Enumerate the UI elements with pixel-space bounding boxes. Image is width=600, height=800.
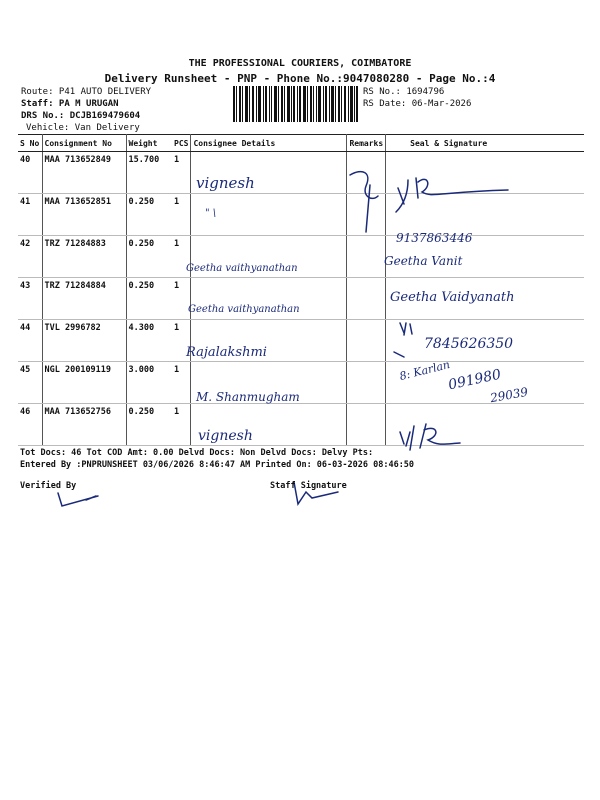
row-sno: 44 [18, 320, 42, 362]
table-row [18, 236, 584, 278]
row-sno: 41 [18, 194, 42, 236]
handwritten-note: 29039 [489, 384, 530, 406]
company-title: THE PROFESSIONAL COURIERS, COIMBATORE [188, 58, 412, 69]
row-signature [386, 404, 584, 446]
row-remarks [347, 236, 386, 278]
row-weight: 15.700 [126, 152, 172, 194]
row-sno: 46 [18, 404, 42, 446]
vehicle-text: Vehicle: Van Delivery [26, 123, 140, 133]
row-weight: 0.250 [126, 194, 172, 236]
handwritten-phone: 9137863446 [396, 231, 473, 245]
row-pcs: 1 [172, 194, 191, 236]
row-remarks [347, 362, 386, 404]
handwritten-ditto-mark: " \ [205, 208, 217, 219]
handwritten-note: 8: Karlan [398, 357, 452, 384]
barcode-image [233, 86, 358, 122]
row-remarks [347, 278, 386, 320]
handwritten-consignee-name: vignesh [198, 428, 253, 444]
row-consignment: MAA 713652851 [42, 194, 126, 236]
col-seal-signature: Seal & Signature [386, 135, 584, 152]
rs-number: RS No.: 1694796 [363, 87, 445, 97]
row-weight: 0.250 [126, 236, 172, 278]
table-header-row [18, 135, 584, 152]
row-weight: 0.250 [126, 278, 172, 320]
handwritten-consignee-name: M. Shanmugham [196, 390, 300, 404]
row-pcs: 1 [172, 236, 191, 278]
row-consignment: NGL 200109119 [42, 362, 126, 404]
table-row [18, 404, 584, 446]
col-remarks: Remarks [347, 135, 386, 152]
verified-by-signature [58, 493, 98, 506]
row-signature [386, 194, 584, 236]
handwritten-signature: Geetha Vanit [384, 254, 463, 268]
col-consignment: Consignment No [42, 135, 126, 152]
row-remarks [347, 194, 386, 236]
handwritten-consignee-name: Geetha vaithyanathan [188, 304, 300, 315]
row-sno: 43 [18, 278, 42, 320]
totals-line: Tot Docs: 46 Tot COD Amt: 0.00 Delvd Docs: Non Delvd Docs: Delvy Pts: [20, 448, 374, 458]
col-consignee: Consignee Details [191, 135, 347, 152]
route-text: Route: P41 AUTO DELIVERY [21, 87, 152, 97]
row-pcs: 1 [172, 362, 191, 404]
col-pcs: PCS [172, 135, 191, 152]
row-remarks [347, 152, 386, 194]
row-consignment: TVL 2996782 [42, 320, 126, 362]
rs-date: RS Date: 06-Mar-2026 [363, 99, 472, 109]
row-pcs: 1 [172, 404, 191, 446]
drs-number: DRS No.: DCJB169479604 [21, 111, 141, 121]
row-sno: 42 [18, 236, 42, 278]
row-consignment: MAA 713652756 [42, 404, 126, 446]
row-weight: 4.300 [126, 320, 172, 362]
verified-by-label: Verified By [20, 481, 77, 491]
row-pcs: 1 [172, 320, 191, 362]
row-signature [386, 152, 584, 194]
handwritten-signature: Geetha Vaidyanath [390, 290, 515, 305]
staff-text: Staff: PA M URUGAN [21, 99, 119, 109]
runsheet-subtitle: Delivery Runsheet - PNP - Phone No.:9047080280 - Page No.:4 [104, 72, 496, 85]
handwritten-note: 091980 [446, 366, 503, 394]
handwritten-consignee-name: Rajalakshmi [186, 345, 267, 360]
table-row [18, 194, 584, 236]
row-weight: 0.250 [126, 404, 172, 446]
col-sno: S No [18, 135, 42, 152]
row-remarks [347, 320, 386, 362]
handwritten-consignee-name: Geetha vaithyanathan [186, 263, 298, 274]
row-consignment: TRZ 71284883 [42, 236, 126, 278]
handwritten-phone: 7845626350 [424, 336, 514, 352]
row-remarks [347, 404, 386, 446]
col-weight: Weight [126, 135, 172, 152]
handwritten-consignee-name: vignesh [196, 174, 255, 192]
staff-signature-label: Staff Signature [270, 481, 347, 491]
entered-by-line: Entered By :PNPRUNSHEET 03/06/2026 8:46:47 AM Printed On: 06-03-2026 08:46:50 [20, 460, 415, 470]
row-consignment: TRZ 71284884 [42, 278, 126, 320]
row-pcs: 1 [172, 278, 191, 320]
row-weight: 3.000 [126, 362, 172, 404]
row-sno: 40 [18, 152, 42, 194]
row-sno: 45 [18, 362, 42, 404]
row-pcs: 1 [172, 152, 191, 194]
row-consignment: MAA 713652849 [42, 152, 126, 194]
table-row [18, 152, 584, 194]
